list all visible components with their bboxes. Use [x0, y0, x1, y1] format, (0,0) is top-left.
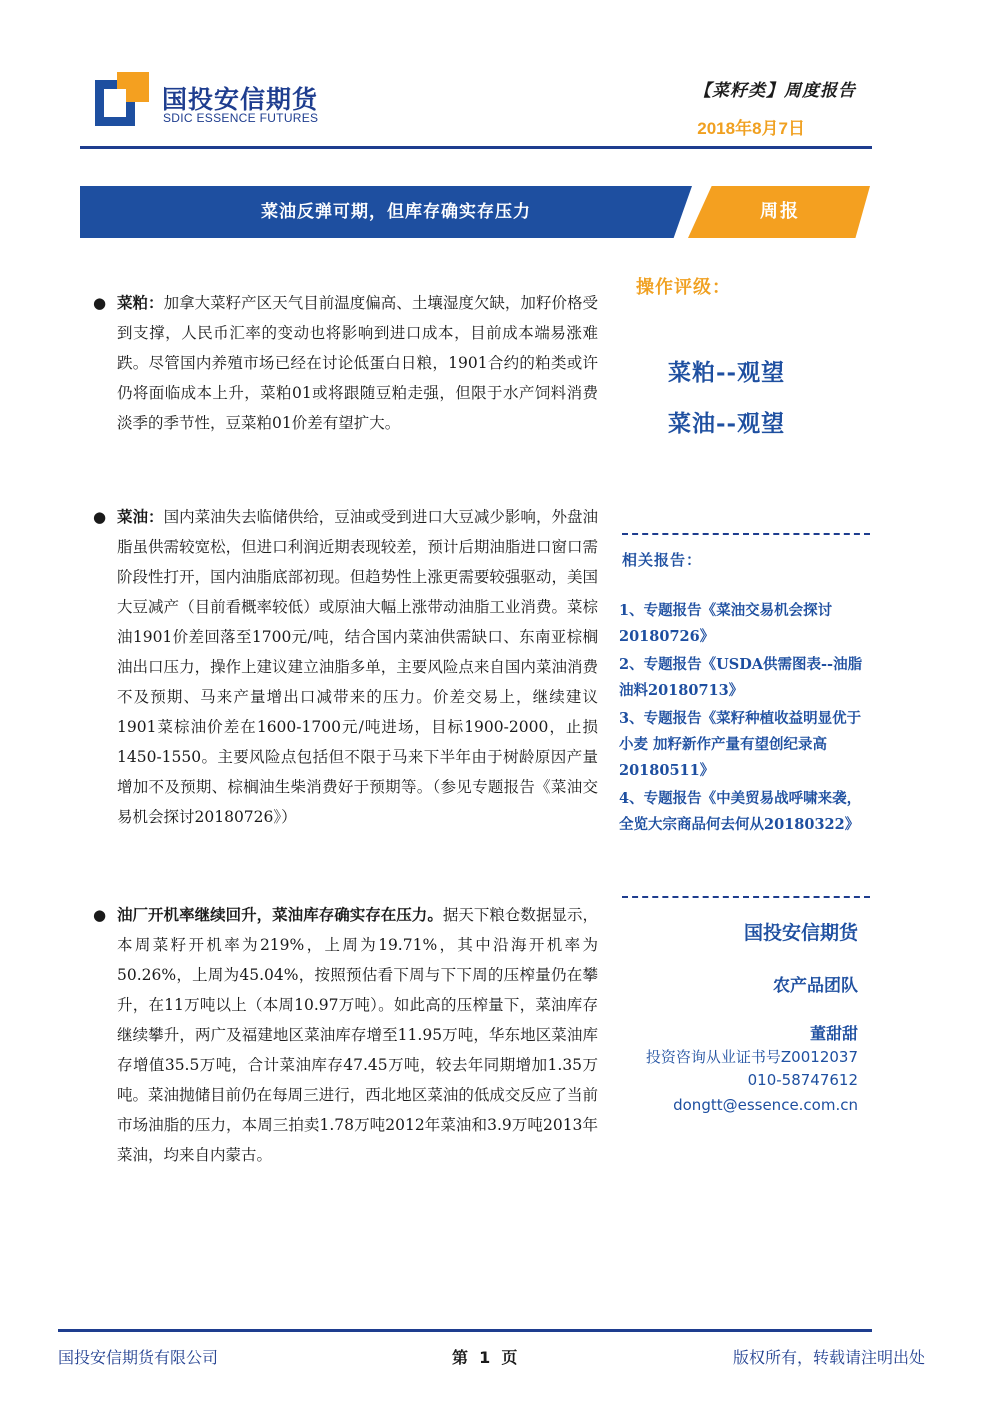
analyst-name: 董甜甜 — [809, 1024, 858, 1043]
page-number: 第 1 页 — [452, 1348, 518, 1367]
phone-number: 010-58747612 — [747, 1071, 858, 1089]
paragraph-body: 据天下粮仓数据显示，本周菜籽开机率为219%，上周为19.71%，其中沿海开机率为50.26%，上周为45.04%，按照预估看下周与下下周的压榨量仍在攀升，在11万吨以上（本周10.97万吨）。如此高的压榨量下，菜油库存继续攀升，两广及福建地区菜油库存增至11.95万吨，华东地区菜油库存增值35.5万吨，合计菜油库存47.45万吨，较去年同期增加1.35万吨。菜油抛储目前仍在每周三进行，西北地区菜油的低成交反应了当前市场油脂的压力，本周三拍卖1.78万吨2012年菜油和3.9万吨2013年菜油，均来自内蒙古。 — [117, 906, 598, 1164]
rating-rapeseed-oil: 菜油--观望 — [668, 410, 786, 437]
paragraph-body: 国内菜油失去临储供给，豆油或受到进口大豆减少影响，外盘油脂虽供需较宽松，但进口利润近期表现较差，预计后期油脂进口窗口需阶段性打开，国内油脂底部初现。但趋势性上涨更需要较强驱动，美国大豆减产（目前看概率较低）或原油大幅上涨带动油脂工业消费。菜棕油1901价差回落至1700元/吨，结合国内菜油供需缺口、东南亚棕榈油出口压力，操作上建议建立油脂多单，主要风险点来自国内菜油消费不及预期、马来产量增出口减带来的压力。价差交易上，继续建议1901菜棕油价差在1600-1700元/吨进场，目标1900-2000，止损1450-1550。主要风险点包括但不限于马来下半年由于树龄原因产量增加不及预期、棕榈油生柴消费好于预期等。（参见专题报告《菜油交易机会探讨20180726》） — [117, 508, 598, 826]
paragraph-lead: 油厂开机率继续回升，菜油库存确实存在压力。 — [117, 905, 443, 924]
paragraph-crushing — [93, 900, 598, 1170]
report-tag: 周报 — [760, 201, 800, 222]
team-name: 农产品团队 — [773, 976, 858, 996]
bullet-icon: ● — [93, 294, 107, 312]
related-report-link[interactable]: 3、专题报告《菜籽种植收益明显优于小麦 加籽新作产量有望创纪录高20180511》 — [619, 710, 862, 779]
related-report-link[interactable]: 4、专题报告《中美贸易战呼啸来袭，全览大宗商品何去何从20180322》 — [619, 790, 862, 833]
report-title: 菜油反弹可期，但库存确实存压力 — [261, 202, 531, 222]
company-logo-icon — [95, 72, 149, 126]
rating-title: 操作评级： — [636, 277, 731, 298]
footer-divider — [58, 1329, 872, 1332]
paragraph-body: 加拿大菜籽产区天气目前温度偏高、土壤湿度欠缺，加籽价格受到支撑，人民币汇率的变动也将影响到进口成本，目前成本端易涨难跌。尽管国内养殖市场已经在讨论低蛋白日粮，1901合约的粕类或许仍将面临成本上升，菜粕01或将跟随豆粕走强，但限于水产饲料消费淡季的季节性，豆菜粕01价差有望扩大。 — [117, 294, 598, 432]
paragraph-lead: 菜粕： — [117, 293, 164, 312]
header-divider — [80, 146, 872, 149]
bullet-icon: ● — [93, 906, 107, 924]
rating-rapeseed-meal: 菜粕--观望 — [668, 359, 786, 386]
report-type: 【菜籽类】周度报告 — [694, 81, 856, 101]
paragraph-rapeseed-meal — [93, 288, 598, 438]
report-date: 2018年8月7日 — [697, 119, 805, 138]
paragraph-lead: 菜油： — [117, 507, 164, 526]
footer-company: 国投安信期货有限公司 — [58, 1348, 219, 1367]
team-company: 国投安信期货 — [743, 922, 858, 944]
related-report-link[interactable]: 1、专题报告《菜油交易机会探讨20180726》 — [619, 602, 833, 645]
footer-copyright: 版权所有，转载请注明出处 — [732, 1348, 925, 1367]
related-report-link[interactable]: 2、专题报告《USDA供需图表--油脂油料20180713》 — [619, 656, 863, 699]
license-number: 投资咨询从业证书号Z0012037 — [645, 1048, 858, 1066]
related-reports-title: 相关报告： — [622, 551, 703, 569]
divider — [622, 533, 870, 535]
divider — [622, 896, 870, 898]
email-link[interactable]: dongtt@essence.com.cn — [673, 1096, 858, 1114]
logo-chinese-name: 国投安信期货 — [162, 85, 319, 114]
bullet-icon: ● — [93, 508, 107, 526]
logo-english-name: SDIC ESSENCE FUTURES — [163, 111, 319, 125]
paragraph-rapeseed-oil — [93, 502, 598, 832]
